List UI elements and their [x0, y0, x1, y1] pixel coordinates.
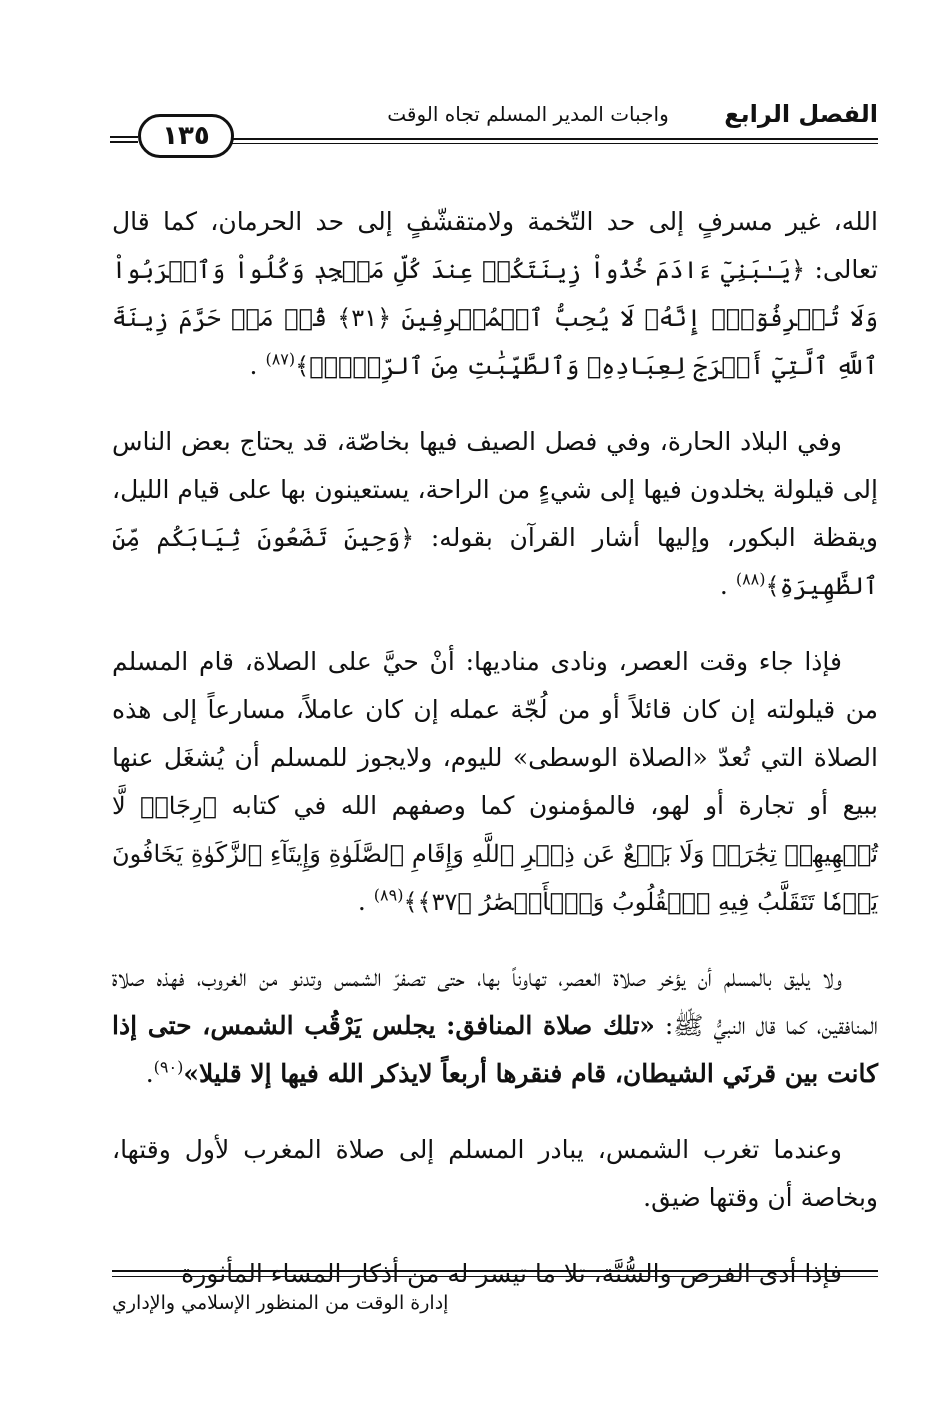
paragraph — [112, 418, 878, 610]
body-text: فإذا جاء وقت العصر، ونادى مناديها: أنْ حيَّ على الصلاة، قام المسلم من قيلولته إن كان قائلاً أو من لُجّة عمله إن كان عاملاً، مسارعاً إلى هذه الصلاة التي تُعدّ «الصلاة الوسطى» لليوم، ولايجوز للمسلم أن يُشغَل عنها ببيع أو تجارة أو لهو، فالمؤمنون كما وصفهم الله في كتابه — [112, 647, 878, 820]
body-text: وعندما تغرب الشمس، يبادر المسلم إلى صلاة المغرب لأول وقتها، وبخاصة أن وقتها ضيق. — [112, 1135, 878, 1212]
body-text: فإذا أدى الفرض والسُّنَّة، تلا ما تيسر له من أذكار المساء المأثورة — [181, 1259, 842, 1288]
paragraph — [112, 954, 878, 1098]
footer-book-title: إدارة الوقت من المنظور الإسلامي والإداري — [112, 1292, 449, 1314]
paragraph — [112, 1126, 878, 1222]
quran-verse: ﴿رِجَالٞ لَّا تُلۡهِيهِمۡ تِجَٰرَةٞ وَلَا بَيۡعٌ عَن ذِكۡرِ ٱللَّهِ وَإِقَامِ ٱلصَّلَوٰةِ وَإِيتَآءِ ٱلزَّكَوٰةِ يَخَافُونَ يَوۡمٗا تَتَقَلَّبُ فِيهِ ٱلۡقُلُوبُ وَٱلۡأَبۡصَٰرُ ﴿٣٧﴾﴾ — [112, 792, 878, 916]
body-text: الله، غير مسرفٍ إلى حد التّخمة ولامتقشّفٍ إلى حد الحرمان، كما قال تعالى: — [112, 207, 878, 284]
quran-verse: ﴿يَـٰبَنِيٓ ءَادَمَ خُذُواْ زِينَتَكُمۡ عِندَ كُلِّ مَسۡجِدٖ وَكُلُواْ وَٱشۡرَبُواْ وَلَا تُسۡرِفُوٓاْۚ إِنَّهُۥ لَا يُحِبُّ ٱلۡمُسۡرِفِينَ ﴿٣١﴾ قُلۡ مَنۡ حَرَّمَ زِينَةَ ٱللَّهِ ٱلَّتِيٓ أَخۡرَجَ لِعِبَادِهِۦ وَٱلطَّيِّبَٰتِ مِنَ ٱلرِّزۡقِۚ﴾ — [112, 256, 879, 380]
paragraph — [112, 198, 878, 390]
quran-verse: ﴿وَحِينَ تَضَعُونَ ثِيَابَكُم مِّنَ ٱلظَّهِيرَةِ﴾ — [112, 524, 878, 600]
footnote-ref: (٩٠) — [153, 1057, 184, 1077]
footer-rule — [112, 1270, 878, 1277]
header-left-rule — [110, 136, 138, 143]
header-rule — [228, 138, 878, 144]
sentence-end: . — [719, 571, 736, 600]
running-title: واجبات المدير المسلم تجاه الوقت — [387, 102, 669, 126]
sentence-end: . — [145, 1059, 154, 1088]
body-text: ولا يليق بالمسلم أن يؤخر صلاة العصر، تهاوناً بها، حتى تصفرّ الشمس وتدنو من الغروب، فهذه صلاة المنافقين، كما قال النبيُّ ﷺ: — [112, 963, 878, 1040]
paragraph — [112, 638, 878, 926]
body-text: وفي البلاد الحارة، وفي فصل الصيف فيها بخاصّة، قد يحتاج بعض الناس إلى قيلولة يخلدون فيها إلى شيءٍ من الراحة، يستعينون بها على قيام الليل، ويقظة البكور، وإليها أشار القرآن بقوله: — [112, 427, 878, 552]
footnote-ref: (٨٩) — [373, 885, 404, 905]
page-body — [112, 198, 878, 1326]
hadith-quote: «تلك صلاة المنافق: يجلس يَرْقُب الشمس، حتى إذا كانت بين قرنَي الشيطان، قام فنقرها أربعاً لايذكر الله فيها إلا قليلا» — [112, 1011, 878, 1088]
sentence-end: . — [249, 351, 266, 380]
chapter-title: الفصل الرابع — [724, 100, 878, 128]
page-number: ١٣٥ — [138, 114, 234, 158]
footnote-ref: (٨٧) — [265, 349, 296, 369]
page-header — [108, 92, 878, 162]
sentence-end: . — [357, 887, 374, 916]
footnote-ref: (٨٨) — [735, 569, 766, 589]
